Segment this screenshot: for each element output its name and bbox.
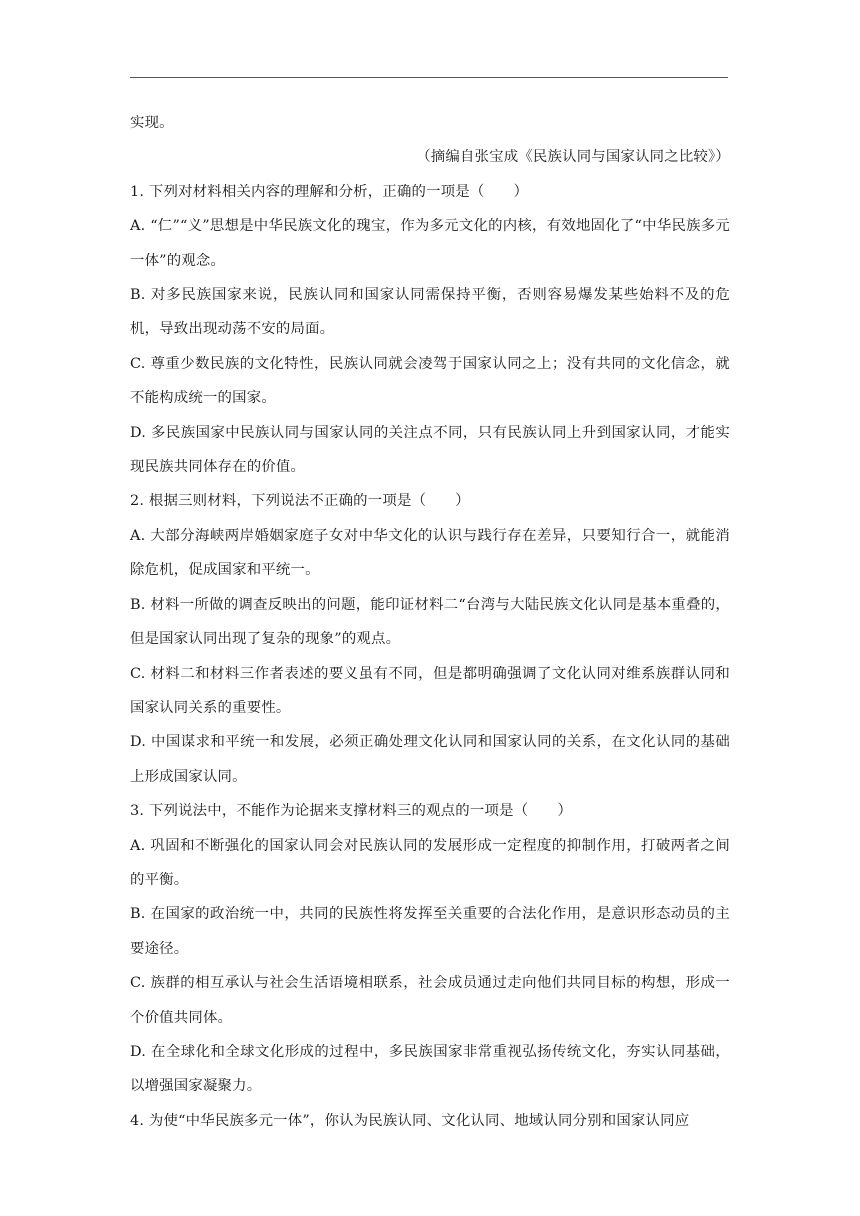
question-4-stem: 4. 为使“中华民族多元一体”，你认为民族认同、文化认同、地域认同分别和国家认同应 (130, 1112, 690, 1129)
question-2-stem: 2. 根据三则材料，下列说法不正确的一项是（ ） (130, 493, 470, 510)
question-3-option-b: B. 在国家的政治统一中，共同的民族性将发挥至关重要的合法化作用，是意识形态动员的主要途径。 (130, 906, 730, 957)
question-1-option-c: C. 尊重少数民族的文化特性，民族认同就会凌驾于国家认同之上；没有共同的文化信念，就不能构成统一的国家。 (130, 355, 730, 407)
question-1-stem: 1. 下列对材料相关内容的理解和分析，正确的一项是（ ） (130, 183, 529, 200)
question-2-option-c: C. 材料二和材料三作者表述的要义虽有不同，但是都明确强调了文化认同对维系族群认同和国家认同关系的重要性。 (130, 665, 730, 716)
document-body (130, 106, 730, 1138)
question-2-option-a: A. 大部分海峡两岸婚姻家庭子女对中华文化的认识与践行存在差异，只要知行合一，就能消除危机，促成国家和平统一。 (130, 527, 730, 579)
header-rule (130, 77, 728, 78)
question-1-option-b: B. 对多民族国家来说，民族认同和国家认同需保持平衡，否则容易爆发某些始料不及的危机，导致出现动荡不安的局面。 (130, 287, 730, 338)
source-citation: （摘编自张宝成《民族认同与国家认同之比较》） (416, 149, 730, 166)
question-1-option-a: A. “仁”“义”思想是中华民族文化的瑰宝，作为多元文化的内核，有效地固化了“中华民族多元一体”的观念。 (130, 218, 730, 269)
question-2-option-b: B. 材料一所做的调查反映出的问题，能印证材料二“台湾与大陆民族文化认同是基本重叠的，但是国家认同出现了复杂的现象”的观点。 (130, 596, 730, 648)
lead-line: 实现。 (130, 115, 174, 131)
question-3-stem: 3. 下列说法中，不能作为论据来支撑材料三的观点的一项是（ ） (130, 803, 573, 820)
question-3-option-d: D. 在全球化和全球文化形成的过程中，多民族国家非常重视弘扬传统文化，夯实认同基础，以增强国家凝聚力。 (130, 1043, 730, 1095)
question-2-option-d: D. 中国谋求和平统一和发展，必须正确处理文化认同和国家认同的关系，在文化认同的基础上形成国家认同。 (130, 734, 730, 785)
question-1-option-d: D. 多民族国家中民族认同与国家认同的关注点不同，只有民族认同上升到国家认同，才能实现民族共同体存在的价值。 (130, 424, 730, 476)
question-3-option-c: C. 族群的相互承认与社会生活语境相联系，社会成员通过走向他们共同目标的构想，形成一个价值共同体。 (130, 975, 730, 1026)
question-3-option-a: A. 巩固和不断强化的国家认同会对民族认同的发展形成一定程度的抑制作用，打破两者之间的平衡。 (130, 837, 730, 888)
